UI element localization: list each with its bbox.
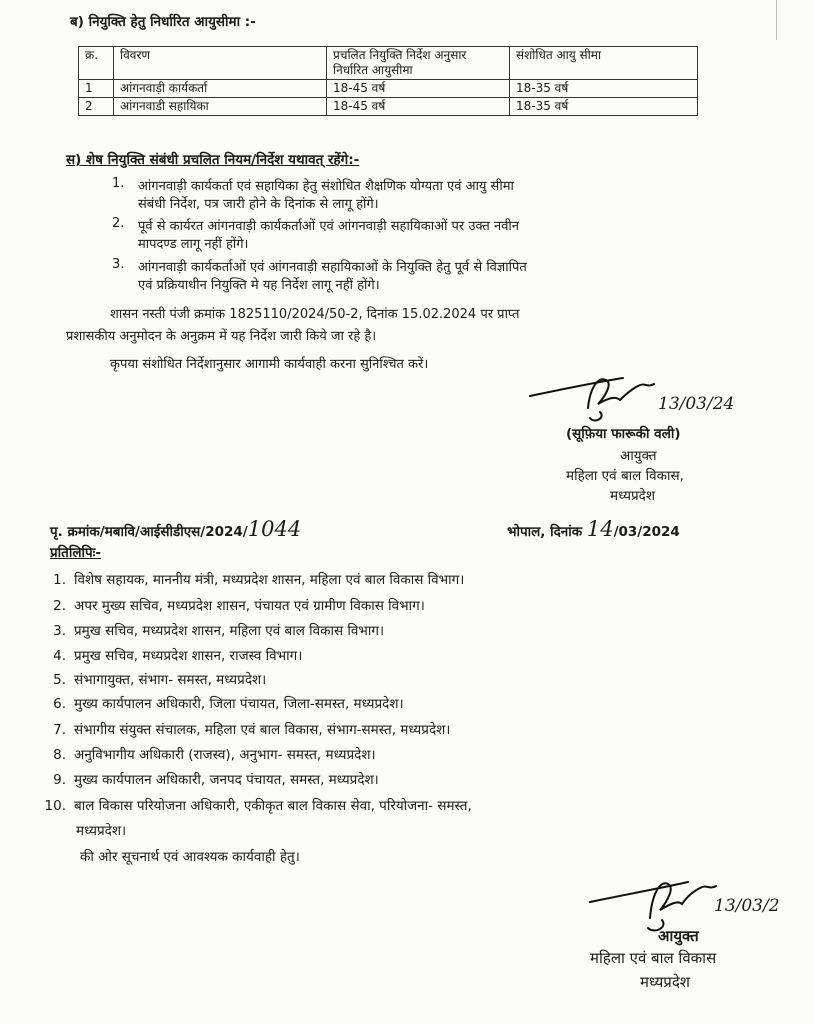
reference-number-handwritten: 1044 <box>247 517 302 541</box>
table-row <box>79 80 698 98</box>
section-s-title: स) शेष नियुक्ति संबंधी प्रचलित नियम/निर्देश यथावत् रहेंगे:- <box>66 152 360 168</box>
table-header-cell: क्र. <box>79 47 114 80</box>
request-text: कृपया संशोधित निर्देशानुसार आगामी कार्यवाही करना सुनिश्चित करें। <box>110 357 429 372</box>
section-b-title: ब) नियुक्ति हेतु निर्धारित आयुसीमा :- <box>70 14 256 30</box>
copy-to-closing: की ओर सूचनार्थ एवं आवश्यक कार्यवाही हेतु। <box>80 849 300 865</box>
table-cell: 18-35 वर्ष <box>510 80 698 98</box>
copy-to-item: 4. प्रमुख सचिव, मध्यप्रदेश शासन, राजस्व विभाग। <box>53 648 303 664</box>
list-item-line: पूर्व से कार्यरत आंगनवाड़ी कार्यकर्ताओं एवं आंगनवाड़ी सहायिकाओं पर उक्त नवीन <box>138 219 520 234</box>
signatory-state: मध्यप्रदेश <box>640 973 691 991</box>
reference-date <box>507 517 680 541</box>
table-cell: 18-45 वर्ष <box>327 98 510 116</box>
signature-date: 13/03/2 <box>714 896 780 916</box>
copy-to-item: 2. अपर मुख्य सचिव, मध्यप्रदेश शासन, पंचायत एवं ग्रामीण विकास विभाग। <box>53 598 425 614</box>
reference-number-text: पृ. क्रमांक/मबावि/आईसीडीएस/2024/ <box>50 524 248 540</box>
signatory-state: मध्यप्रदेश <box>610 488 656 504</box>
list-item-line: आंगनवाड़ी कार्यकर्ता एवं सहायिका हेतु संशोधित शैक्षणिक योग्यता एवं आयु सीमा <box>138 179 514 194</box>
copy-to-item: 6. मुख्य कार्यपालन अधिकारी, जिला पंचायत, जिला-समस्त, मध्यप्रदेश। <box>53 696 404 712</box>
table-cell: 18-45 वर्ष <box>327 80 510 98</box>
list-item-line: संबंधी निर्देश, पत्र जारी होने के दिनांक से लागू होंगे। <box>138 197 379 212</box>
list-item-line: आंगनवाड़ी कार्यकर्ताओं एवं आंगनवाड़ी सहायिकाओं के नियुक्ति हेतु पूर्व से विज्ञापित <box>138 260 527 275</box>
signatory-name: (सूफ़िया फारूकी वली) <box>566 426 681 442</box>
signature-scribble <box>528 368 668 428</box>
list-item-number: 3. <box>112 257 125 272</box>
table-header-cell: संशोधित आयु सीमा <box>510 47 698 80</box>
table-cell: 1 <box>79 80 114 98</box>
table-cell: आंगनवाडी सहायिका <box>114 98 327 116</box>
table-header-row <box>79 47 698 80</box>
place-date-label: भोपाल, दिनांक <box>507 524 583 540</box>
date-rest: /03/2024 <box>613 524 680 540</box>
table-cell: 18-35 वर्ष <box>510 98 698 116</box>
copy-to-item: 5. संभागायुक्त, संभाग- समस्त, मध्यप्रदेश। <box>53 672 267 688</box>
signatory-designation: आयुक्त <box>658 927 699 945</box>
copy-to-item: 3. प्रमुख सचिव, मध्यप्रदेश शासन, महिला एवं बाल विकास विभाग। <box>53 623 385 639</box>
signatory-department: महिला एवं बाल विकास, <box>566 468 684 484</box>
copy-to-item-continued: मध्यप्रदेश। <box>76 823 127 839</box>
copy-to-item: 8. अनुविभागीय अधिकारी (राजस्व), अनुभाग- समस्त, मध्यप्रदेश। <box>53 747 376 763</box>
reference-number <box>50 517 301 541</box>
copy-to-item: 9. मुख्य कार्यपालन अधिकारी, जनपद पंचायत, समस्त, मध्यप्रदेश। <box>53 772 379 788</box>
copy-to-item: 1. विशेष सहायक, माननीय मंत्री, मध्यप्रदेश शासन, महिला एवं बाल विकास विभाग। <box>53 572 465 588</box>
table-cell: आंगनवाड़ी कार्यकर्ता <box>114 80 327 98</box>
approval-line: शासन नस्ती पंजी क्रमांक 1825110/2024/50-2, दिनांक 15.02.2024 पर प्राप्त <box>110 307 520 322</box>
list-item-number: 2. <box>112 216 125 231</box>
copy-to-title: प्रतिलिपिः- <box>50 545 102 561</box>
list-item-line: मापदण्ड लागू नहीं होंगे। <box>138 237 249 252</box>
copy-to-item: 10. बाल विकास परियोजना अधिकारी, एकीकृत बाल विकास सेवा, परियोजना- समस्त, <box>44 798 472 814</box>
signatory-designation: आयुक्त <box>620 448 657 464</box>
table-cell: 2 <box>79 98 114 116</box>
list-item-line: एवं प्रक्रियाधीन नियुक्ति मे यह निर्देश लागू नहीं होंगे। <box>138 278 380 293</box>
page-edge-line <box>776 0 777 40</box>
date-handwritten: 14 <box>586 517 614 541</box>
signatory-department: महिला एवं बाल विकास <box>590 949 717 967</box>
age-limit-table <box>78 46 698 116</box>
table-header-cell: प्रचलित नियुक्ति निर्देश अनुसार निर्धारित आयुसीमा <box>327 47 510 80</box>
approval-line: प्रशासकीय अनुमोदन के अनुक्रम में यह निर्देश जारी किये जा रहे है। <box>66 329 377 344</box>
copy-to-item: 7. संभागीय संयुक्त संचालक, महिला एवं बाल विकास, संभाग-समस्त, मध्यप्रदेश। <box>53 722 451 738</box>
list-item-number: 1. <box>112 176 125 191</box>
table-header-cell: विवरण <box>114 47 327 80</box>
signature-date: 13/03/24 <box>658 394 735 414</box>
table-row <box>79 98 698 116</box>
